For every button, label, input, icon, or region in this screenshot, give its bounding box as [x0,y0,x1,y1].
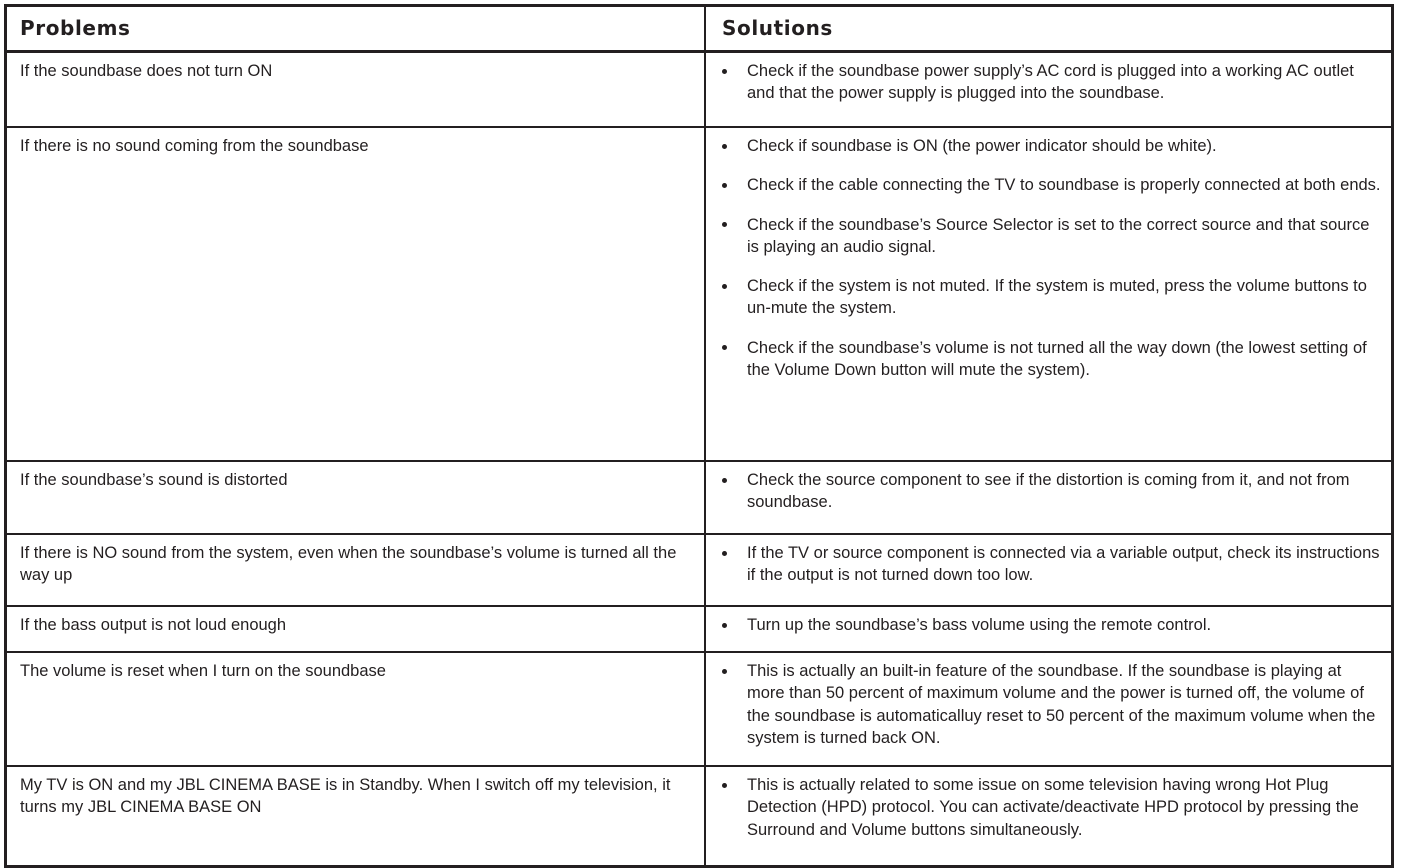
table-row [7,52,1391,128]
column-header-problems: Problems [7,7,705,52]
solution-list-item [720,337,1381,382]
problem-text: If the bass output is not loud enough [20,616,287,634]
problem-cell [7,534,705,606]
problem-cell [7,652,705,766]
table-row [7,766,1391,865]
bullet-icon [722,623,727,628]
solution-cell [705,606,1391,652]
solution-text: Check if the cable connecting the TV to soundbase is properly connected at both ends. [747,176,1381,195]
bullet-icon [722,69,727,74]
problem-text: If there is NO sound from the system, even when the soundbase’s volume is turned all the way up [20,544,677,585]
troubleshooting-table-container [4,4,1394,868]
bullet-icon [722,222,727,227]
solution-text: Check if the soundbase’s Source Selector is set to the correct source and that source is playing an audio signal. [747,215,1370,256]
solution-list [720,614,1381,636]
column-header-solutions: Solutions [705,7,1391,52]
problem-text: The volume is reset when I turn on the soundbase [20,662,386,680]
solution-list-item [720,774,1381,841]
bullet-icon [722,284,727,289]
solution-list-item [720,614,1381,636]
problem-cell [7,461,705,534]
solution-cell [705,652,1391,766]
solution-list [720,774,1381,841]
solution-text: Check if the system is not muted. If the system is muted, press the volume buttons to un-mute the system. [747,277,1367,318]
solution-text: Check the source component to see if the distortion is coming from it, and not from soundbase. [747,471,1350,512]
solution-list [720,60,1381,105]
problem-text: My TV is ON and my JBL CINEMA BASE is in Standby. When I switch off my television, it turns my JBL CINEMA BASE ON [20,776,671,817]
solution-list-item [720,174,1381,196]
bullet-icon [722,783,727,788]
problem-cell [7,127,705,461]
solution-text: Check if the soundbase’s volume is not turned all the way down (the lowest setting of the Volume Down button will mute the system). [747,338,1367,379]
table-row [7,461,1391,534]
problem-cell [7,52,705,128]
bullet-icon [722,345,727,350]
solution-list [720,469,1381,514]
solution-text: If the TV or source component is connected via a variable output, check its instructions if the output is not turned down too low. [747,544,1380,585]
solution-cell [705,52,1391,128]
solution-text: Check if the soundbase power supply’s AC cord is plugged into a working AC outlet and that the power supply is plugged into the soundbase. [747,62,1354,103]
problem-text: If the soundbase’s sound is distorted [20,471,288,489]
solution-list [720,135,1381,381]
solution-text: Check if soundbase is ON (the power indicator should be white). [747,137,1217,155]
solution-list-item [720,135,1381,157]
table-body [7,52,1391,866]
solution-cell [705,766,1391,865]
solution-list-item [720,469,1381,514]
bullet-icon [722,669,727,674]
problem-text: If there is no sound coming from the soundbase [20,137,369,155]
table-row [7,652,1391,766]
solution-list-item [720,542,1381,587]
table-row [7,534,1391,606]
solution-text: This is actually related to some issue on some television having wrong Hot Plug Detection (HPD) protocol. You can activate/deactivate HPD protocol by pressing the Surround and Volume buttons simultaneously. [747,776,1359,839]
problem-cell [7,766,705,865]
table-header [7,7,1391,52]
troubleshooting-table [7,7,1391,865]
solution-list [720,660,1381,749]
table-row [7,606,1391,652]
solution-list [720,542,1381,587]
solution-list-item [720,214,1381,259]
solution-text: Turn up the soundbase’s bass volume using the remote control. [747,616,1212,634]
bullet-icon [722,478,727,483]
problem-text: If the soundbase does not turn ON [20,62,273,80]
bullet-icon [722,551,727,556]
problem-cell [7,606,705,652]
solution-cell [705,127,1391,461]
solution-cell [705,534,1391,606]
table-header-row [7,7,1391,52]
solution-list-item [720,275,1381,320]
solution-list-item [720,660,1381,749]
bullet-icon [722,144,727,149]
solution-cell [705,461,1391,534]
solution-list-item [720,60,1381,105]
solution-text: This is actually an built-in feature of the soundbase. If the soundbase is playing at more than 50 percent of maximum volume and the power is turned off, the volume of the soundbase is automaticalluy reset to 50 percent of the maximum volume when the system is turned back ON. [747,662,1376,747]
bullet-icon [722,183,727,188]
table-row [7,127,1391,461]
